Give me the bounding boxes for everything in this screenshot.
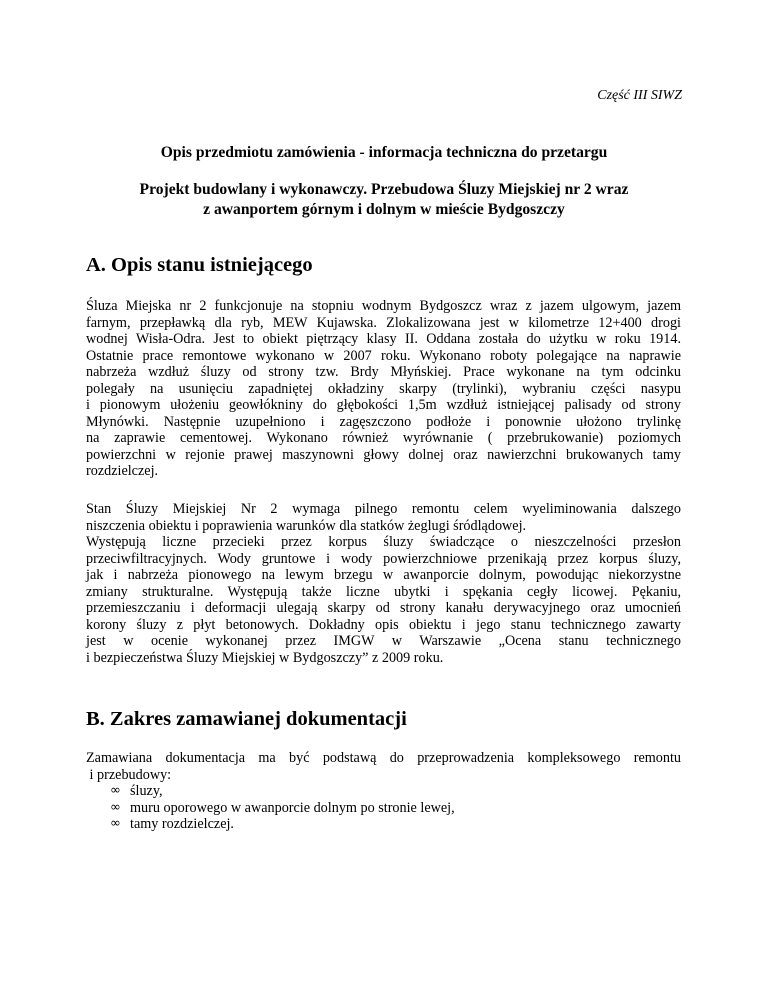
paragraph-line: farnym, przepławką dla ryb, MEW Kujawska. Zlokalizowana jest w kilometrze 12+400 drogi — [86, 314, 681, 331]
section-a-paragraph-2 — [86, 501, 681, 666]
infinity-bullet-icon: ∞ — [110, 799, 121, 815]
list-item — [86, 783, 681, 800]
infinity-bullet-icon: ∞ — [110, 816, 121, 831]
paragraph-line: jak i nabrzeża pionowego na lewym brzegu w awanporcie dolnym, powodując niekorzystne — [86, 567, 681, 583]
paragraph-line: Zamawiana dokumentacja ma być podstawą do przeprowadzenia kompleksowego remontu — [86, 750, 681, 766]
paragraph-line: nabrzeża wzdłuż śluzy od strony tzw. Brdy Młyńskiej. Prace wykonane na tym odcinku — [86, 364, 681, 380]
infinity-bullet-icon: ∞ — [110, 783, 121, 798]
paragraph-line: Stan Śluzy Miejskiej Nr 2 wymaga pilnego remontu celem wyeliminowania dalszego — [86, 501, 681, 517]
section-a-paragraph-1 — [86, 298, 681, 480]
paragraph-line: zmiany strukturalne. Występują także liczne ubytki i spękania cegły licowej. Pękaniu, — [86, 583, 681, 600]
list-item-text: muru oporowego w awanporcie dolnym po stronie lewej, — [130, 799, 455, 816]
paragraph-line: korony śluzy z płyt betonowych. Dokładny opis obiektu i jego stanu technicznego zawarty — [86, 616, 681, 633]
paragraph-line: na zaprawie cementowej. Wykonano również wyrównanie ( przebrukowanie) poziomych — [86, 430, 681, 446]
list-item-text: śluzy, — [130, 783, 163, 799]
paragraph-line: i bezpieczeństwa Śluzy Miejskiej w Bydgoszczy” z 2009 roku. — [86, 649, 444, 666]
subtitle-line: z awanportem górnym i dolnym w mieście Bydgoszczy — [203, 201, 565, 218]
paragraph-line: i przebudowy: — [86, 766, 172, 783]
paragraph-line: przeciwfiltracyjnych. Wody gruntowe i wody powierzchniowe przenikają przez korpus śluzy, — [86, 550, 681, 567]
document-subtitle — [86, 180, 682, 220]
paragraph-line: i pionowym ułożeniu geowłókniny do głębokości 1,5m wzdłuż istniejącej palisady od strony — [86, 397, 681, 413]
part-label: Część III SIWZ — [597, 88, 682, 103]
document-title: Opis przedmiotu zamówienia - informacja techniczna do przetargu — [160, 144, 608, 161]
paragraph-line: Ostatnie prace remontowe wykonano w 2007 roku. Wykonano roboty polegające na naprawie — [86, 347, 681, 364]
paragraph-line: Młynówki. Następnie uzupełniono i zagęszczono podłoże i ponownie ułożono trylinkę — [86, 413, 681, 430]
paragraph-line: przemieszczaniu i deformacji ulegają skarpy od strony kanału derywacyjnego oraz umocnień — [86, 600, 681, 616]
paragraph-line: Śluza Miejska nr 2 funkcjonuje na stopniu wodnym Bydgoszcz wraz z jazem ulgowym, jazem — [86, 298, 681, 314]
section-a-heading: A. Opis stanu istniejącego — [86, 254, 313, 276]
paragraph-line: niszczenia obiektu i poprawienia warunków dla statków żeglugi śródlądowej. — [86, 517, 527, 534]
list-item — [86, 816, 681, 833]
list-item — [86, 800, 681, 817]
section-b-heading: B. Zakres zamawianej dokumentacji — [86, 708, 407, 730]
scope-list — [86, 783, 681, 833]
paragraph-line: Występują liczne przecieki przez korpus śluzy świadczące o nieszczelności przesłon — [86, 534, 681, 550]
paragraph-line: jest w ocenie wykonanej przez IMGW w Warszawie „Ocena stanu technicznego — [86, 633, 681, 649]
subtitle-line: Projekt budowlany i wykonawczy. Przebudowa Śluzy Miejskiej nr 2 wraz — [139, 181, 629, 198]
paragraph-line: wodnej Wisła-Odra. Jest to obiekt piętrzący klasy II. Oddana została do użytku w roku 1914. — [86, 331, 681, 347]
paragraph-line: powierzchni w rejonie prawej maszynowni głowy dolnej oraz nawierzchni brukowanych tamy — [86, 446, 681, 463]
list-item-text: tamy rozdzielczej. — [130, 816, 234, 832]
paragraph-line: rozdzielczej. — [86, 463, 159, 479]
section-b-paragraph-1 — [86, 750, 681, 783]
paragraph-line: polegały na usunięciu zapadniętej okładziny skarpy (trylinki), wybraniu części nasypu — [86, 380, 681, 397]
